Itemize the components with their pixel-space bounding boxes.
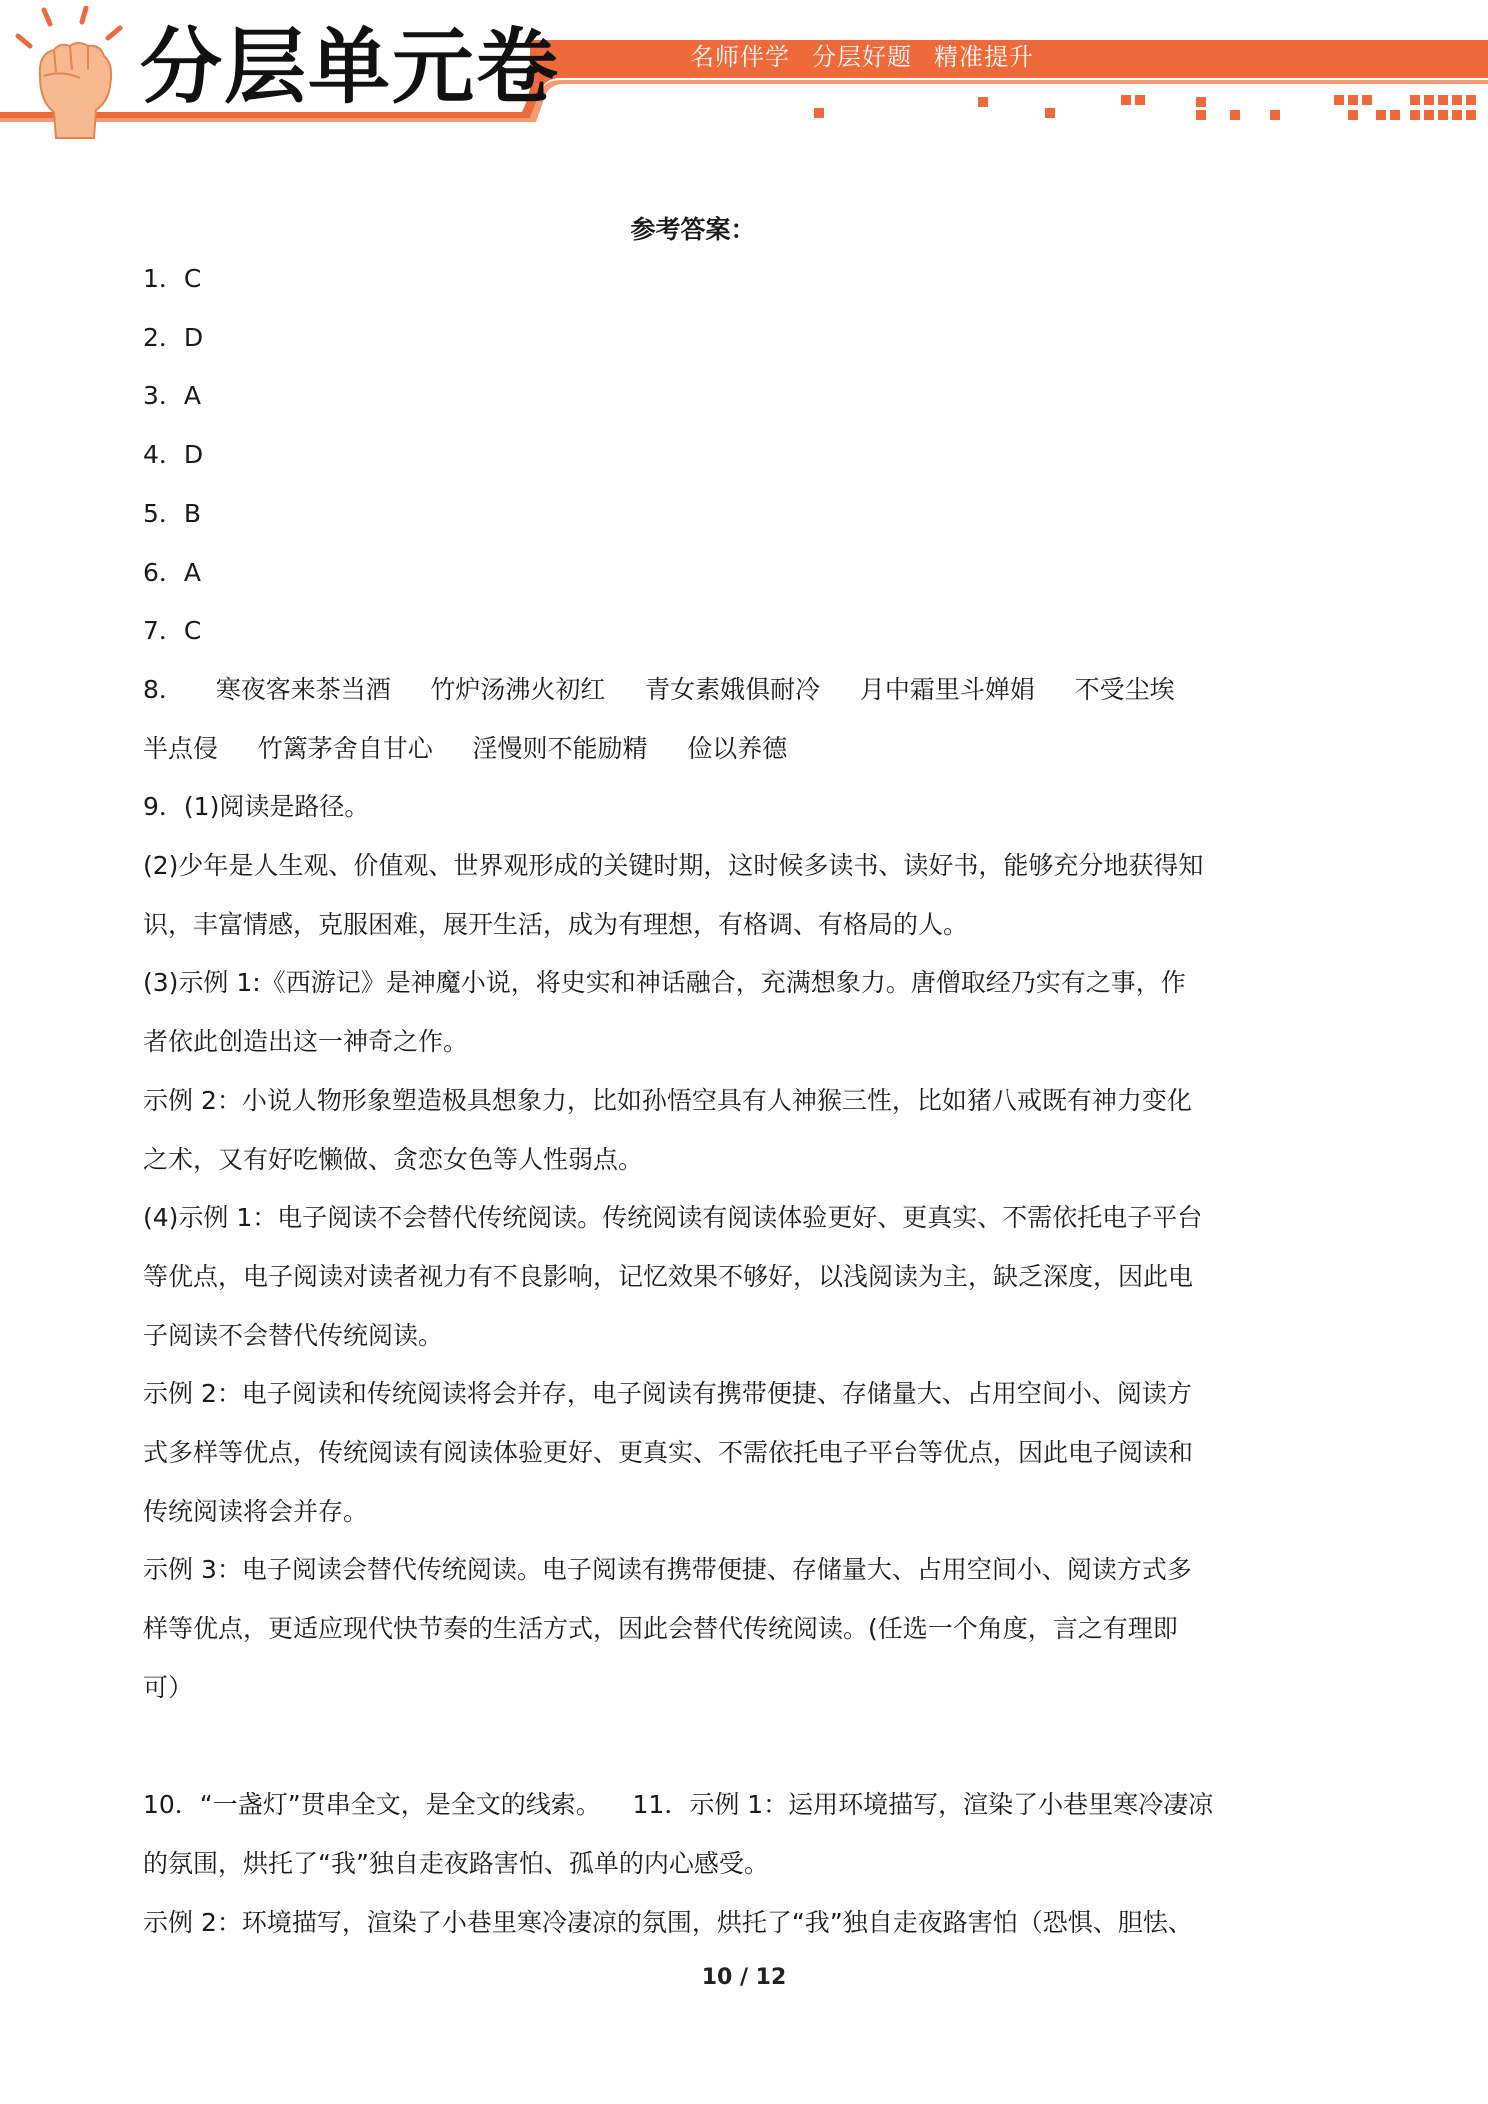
answer-line: 3．A <box>143 381 202 411</box>
answer-line: 示例 2：电子阅读和传统阅读将会并存，电子阅读有携带便捷、存储量大、占用空间小、阅读方 <box>143 1379 1192 1409</box>
answer-line: 子阅读不会替代传统阅读。 <box>143 1320 444 1350</box>
answer-line: 之术，又有好吃懒做、贪恋女色等人性弱点。 <box>143 1144 644 1174</box>
answer-line: 7．C <box>143 616 202 646</box>
answer-line: (2)少年是人生观、价值观、世界观形成的关键时期，这时候多读书、读好书，能够充分地获得知 <box>143 851 1204 881</box>
answer-content <box>143 210 1243 1952</box>
answer-line: 者依此创造出这一神奇之作。 <box>143 1027 469 1057</box>
answer-line: (4)示例 1：电子阅读不会替代传统阅读。传统阅读有阅读体验更好、更真实、不需依托电子平台 <box>143 1203 1203 1233</box>
answer-line: 示例 2：小说人物形象塑造极具想象力，比如孙悟空具有人神猴三性，比如猪八戒既有神力变化 <box>143 1085 1192 1115</box>
answer-line: 2．D <box>143 322 204 352</box>
answer-line: 示例 2：环境描写，渲染了小巷里寒冷凄凉的氛围，烘托了“我”独自走夜路害怕（恐惧、胆怯、 <box>143 1907 1193 1937</box>
slogan-item: 精准提升 <box>934 43 1034 71</box>
answer-line: 8． 寒夜客来茶当酒 竹炉汤沸火初红 青女素娥俱耐冷 月中霜里斗婵娟 不受尘埃 <box>143 674 1175 704</box>
answer-line: 样等优点，更适应现代快节奏的生活方式，因此会替代传统阅读。(任选一个角度，言之有理即 <box>143 1614 1178 1644</box>
answer-line <box>143 1718 1243 1777</box>
document-title: 参考答案： <box>630 215 756 244</box>
answer-line: (3)示例 1:《西游记》是神魔小说，将史实和神话融合，充满想象力。唐僧取经乃实有之事，作 <box>143 968 1186 998</box>
answer-line: 可） <box>143 1672 194 1702</box>
brand-title: 分层单元卷 <box>140 20 561 115</box>
answer-line: 传统阅读将会并存。 <box>143 1496 369 1526</box>
answer-line: 示例 3：电子阅读会替代传统阅读。电子阅读有携带便捷、存储量大、占用空间小、阅读方式多 <box>143 1555 1192 1585</box>
page-header <box>0 0 1488 140</box>
answer-line: 6．A <box>143 557 202 587</box>
header-slogan <box>690 40 1056 74</box>
fist-icon <box>10 6 140 146</box>
answer-line: 5．B <box>143 498 202 528</box>
answer-line: 9．(1)阅读是路径。 <box>143 792 370 822</box>
answer-line: 1．C <box>143 264 202 293</box>
answer-lines <box>143 250 1243 1952</box>
answer-line: 的氛围，烘托了“我”独自走夜路害怕、孤单的内心感受。 <box>143 1848 769 1878</box>
answer-line: 4．D <box>143 440 204 470</box>
answer-line: 识，丰富情感，克服困难，展开生活，成为有理想，有格调、有格局的人。 <box>143 909 969 939</box>
answer-line: 半点侵 竹篱茅舍自甘心 淫慢则不能励精 俭以养德 <box>143 733 788 763</box>
answer-line: 等优点，电子阅读对读者视力有不良影响，记忆效果不够好，以浅阅读为主，缺乏深度，因此电 <box>143 1261 1194 1291</box>
answer-line: 式多样等优点，传统阅读有阅读体验更好、更真实、不需依托电子平台等优点，因此电子阅读和 <box>143 1438 1194 1468</box>
slogan-item: 名师伴学 <box>690 43 790 71</box>
answer-line: 10．“一盏灯”贯串全文，是全文的线索。 11．示例 1：运用环境描写，渲染了小巷里寒冷凄凉 <box>143 1790 1214 1820</box>
slogan-item: 分层好题 <box>812 43 912 71</box>
page-number: 10 / 12 <box>701 1965 787 1990</box>
